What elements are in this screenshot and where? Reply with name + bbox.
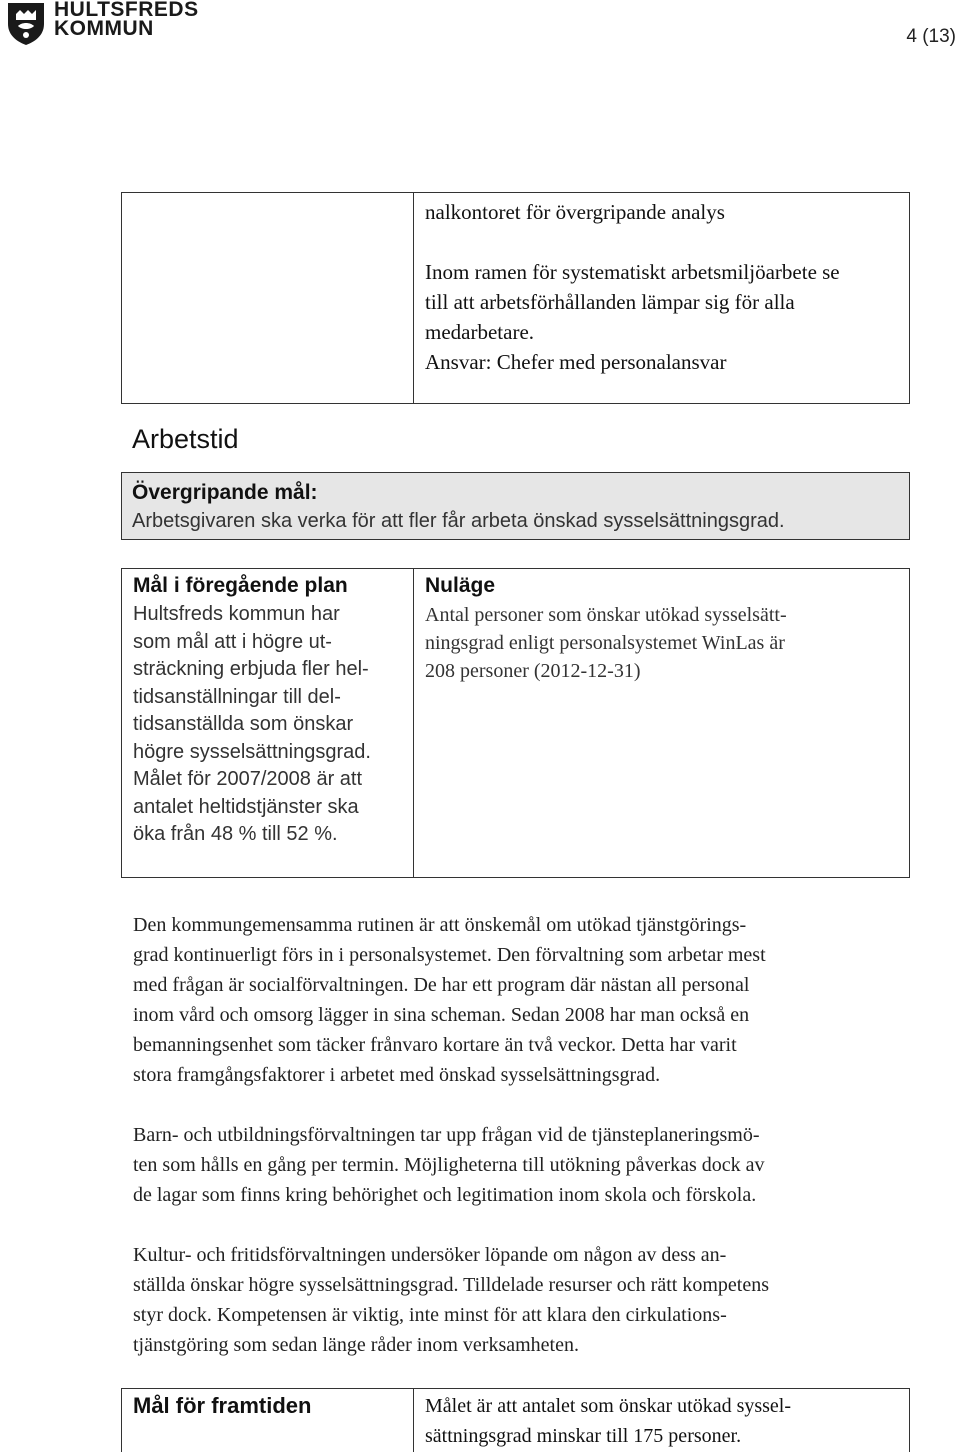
paragraph-line: grad kontinuerligt förs in i personalsystemet. Den förvaltning som arbetar mest xyxy=(133,944,766,966)
table-line: medarbetare. xyxy=(425,320,535,344)
current-status-line: Antal personer som önskar utökad sysselsätt- xyxy=(425,604,787,626)
previous-plan-line: antalet heltidstjänster ska xyxy=(133,795,359,818)
paragraph-line: Den kommungemensamma rutinen är att önskemål om utökad tjänstgörings- xyxy=(133,914,747,936)
previous-plan-line: som mål att i högre ut- xyxy=(133,630,332,653)
coat-of-arms-icon xyxy=(4,0,48,46)
future-goal-table xyxy=(121,1388,910,1452)
current-status-column xyxy=(425,571,901,685)
paragraph-line: ställda önskar högre sysselsättningsgrad. Tilldelade resurser och rätt kompetens xyxy=(133,1274,769,1296)
future-goal-line: sättningsgrad minskar till 175 personer. xyxy=(425,1425,742,1447)
paragraph-common-routine xyxy=(133,910,913,1090)
previous-plan-line: öka från 48 % till 52 %. xyxy=(133,823,338,845)
table-divider xyxy=(413,1389,414,1452)
paragraph-line: med frågan är socialförvaltningen. De har ett program där nästan all personal xyxy=(133,974,750,996)
paragraph-education xyxy=(133,1120,913,1210)
current-status-heading: Nuläge xyxy=(425,574,496,597)
goal-label: Övergripande mål: xyxy=(132,481,318,504)
logo-line-1: HULTSFREDS xyxy=(54,0,199,21)
current-status-line: 208 personer (2012-12-31) xyxy=(425,660,641,682)
future-goal-heading: Mål för framtiden xyxy=(133,1393,312,1418)
paragraph-line: Kultur- och fritidsförvaltningen undersöker löpande om någon av dess an- xyxy=(133,1244,727,1266)
previous-plan-line: högre sysselsättningsgrad. xyxy=(133,740,371,763)
previous-plan-line: sträckning erbjuda fler hel- xyxy=(133,658,369,680)
page-number: 4 (13) xyxy=(906,26,956,47)
table-line: till att arbetsförhållanden lämpar sig för alla xyxy=(425,290,795,314)
previous-plan-line: Hultsfreds kommun har xyxy=(133,603,340,625)
future-goal-line: Målet är att antalet som önskar utökad syssel- xyxy=(425,1395,792,1417)
goal-box xyxy=(121,472,910,540)
table-divider xyxy=(413,193,414,403)
paragraph-line: bemanningsenhet som täcker frånvaro kortare än två veckor. Detta har varit xyxy=(133,1034,737,1056)
paragraph-line: styr dock. Kompetensen är viktig, inte minst för att klara den cirkulations- xyxy=(133,1304,727,1326)
previous-plan-line: Målet för 2007/2008 är att xyxy=(133,768,363,790)
previous-plan-column xyxy=(133,571,403,849)
previous-plan-line: tidsanställningar till del- xyxy=(133,685,341,708)
current-status-line: ningsgrad enligt personalsystemet WinLas är xyxy=(425,632,785,654)
paragraph-line: stora framgångsfaktorer i arbetet med önskad sysselsättningsgrad. xyxy=(133,1064,661,1086)
top-table-right-cell xyxy=(425,193,901,377)
paragraph-line: de lagar som finns kring behörighet och legitimation inom skola och förskola. xyxy=(133,1184,757,1206)
paragraph-line: inom vård och omsorg lägger in sina scheman. Sedan 2008 har man också en xyxy=(133,1004,750,1026)
previous-plan-line: tidsanställda som önskar xyxy=(133,713,354,735)
table-line: nalkontoret för övergripande analys xyxy=(425,200,725,224)
paragraph-culture xyxy=(133,1240,913,1360)
top-table xyxy=(121,192,910,404)
future-goal-text xyxy=(425,1391,901,1451)
previous-plan-heading: Mål i föregående plan xyxy=(133,574,348,597)
municipality-logo xyxy=(4,0,199,48)
paragraph-line: ten som hålls en gång per termin. Möjligheterna till utökning påverkas dock av xyxy=(133,1154,765,1176)
paragraph-line: Barn- och utbildningsförvaltningen tar upp frågan vid de tjänsteplaneringsmö- xyxy=(133,1124,760,1146)
section-title: Arbetstid xyxy=(132,424,239,454)
table-line: Ansvar: Chefer med personalansvar xyxy=(425,350,727,374)
table-line: Inom ramen för systematiskt arbetsmiljöarbete se xyxy=(425,260,840,284)
paragraph-line: tjänstgöring som sedan länge råder inom verksamheten. xyxy=(133,1334,579,1356)
logo-line-2: KOMMUN xyxy=(54,17,154,40)
goal-text: Arbetsgivaren ska verka för att fler får arbeta önskad sysselsättningsgrad. xyxy=(132,510,785,532)
table-divider xyxy=(413,569,414,877)
status-table xyxy=(121,568,910,878)
